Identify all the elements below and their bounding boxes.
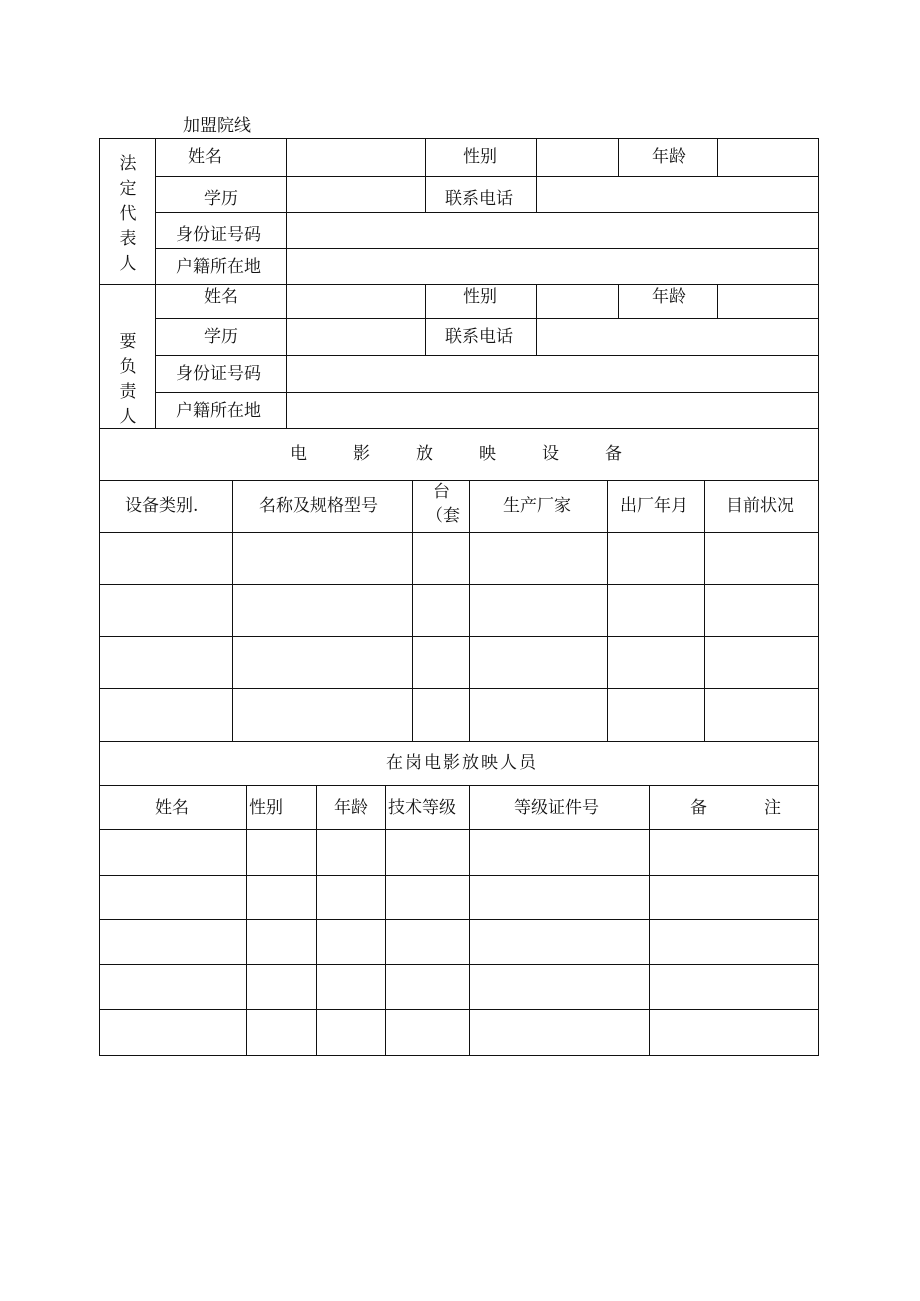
header-label: 加盟院线	[183, 116, 251, 136]
legal-rep-title: 法 定 代 表 人	[119, 154, 137, 274]
legal-rep-id-label: 身份证号码	[176, 225, 261, 245]
equipment-col-status: 目前状况	[726, 496, 794, 516]
staff-col-tech-level: 技术等级	[388, 798, 456, 818]
staff-col-age: 年龄	[334, 798, 368, 818]
legal-rep-name-label: 姓名	[188, 147, 222, 167]
principal-id-label: 身份证号码	[176, 364, 261, 384]
staff-col-cert-no: 等级证件号	[514, 798, 599, 818]
staff-col-name: 姓名	[155, 798, 189, 818]
principal-title: 要 负 责 人	[119, 332, 137, 427]
equipment-col-date: 出厂年月	[620, 496, 688, 516]
staff-col-gender: 性别	[249, 798, 283, 818]
equipment-col-model: 名称及规格型号	[259, 496, 378, 516]
principal-phone-label: 联系电话	[445, 327, 513, 347]
staff-col-remark-2: 注	[764, 798, 781, 818]
staff-title: 在岗电影放映人员	[386, 753, 538, 773]
equipment-col-maker: 生产厂家	[503, 496, 571, 516]
equipment-col-category: 设备类别.	[125, 496, 199, 516]
principal-age-label: 年龄	[652, 287, 686, 307]
equipment-col-units-line2: （套	[426, 506, 460, 526]
principal-edu-label: 学历	[204, 327, 238, 347]
equipment-col-units-line1: 台	[433, 482, 450, 502]
legal-rep-domicile-label: 户籍所在地	[176, 257, 261, 277]
principal-domicile-label: 户籍所在地	[176, 401, 261, 421]
legal-rep-age-label: 年龄	[652, 147, 686, 167]
legal-rep-edu-label: 学历	[204, 189, 238, 209]
principal-name-label: 姓名	[204, 287, 238, 307]
legal-rep-gender-label: 性别	[463, 147, 497, 167]
principal-gender-label: 性别	[463, 287, 497, 307]
legal-rep-phone-label: 联系电话	[445, 189, 513, 209]
staff-col-remark-1: 备	[690, 798, 707, 818]
equipment-title: 电影放映设备	[290, 444, 668, 464]
